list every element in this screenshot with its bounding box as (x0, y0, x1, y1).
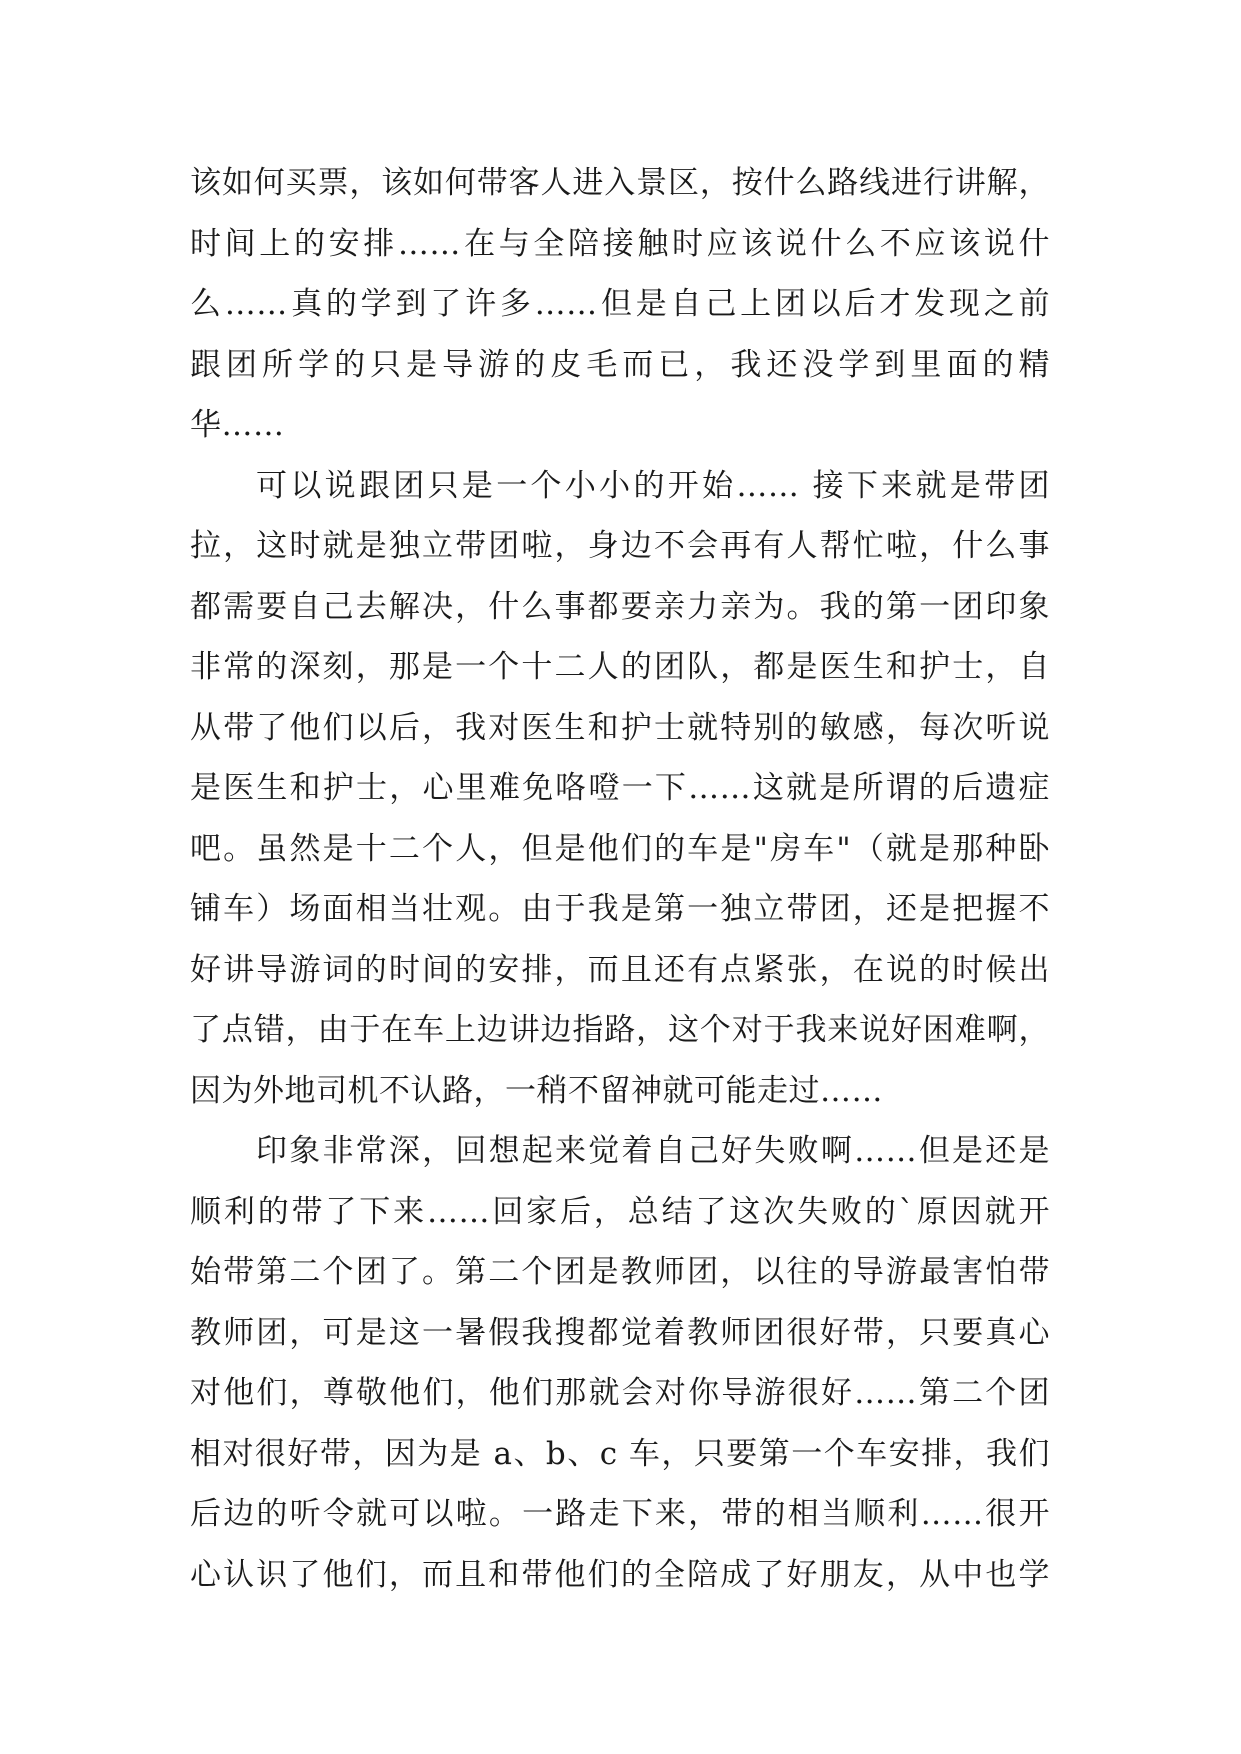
text-line: 顺利的带了下来……回家后，总结了这次失败的`原因就开 (190, 1193, 1050, 1230)
text-line: 该如何买票，该如何带客人进入景区，按什么路线进行讲解， (190, 165, 1050, 201)
text-line: 心认识了他们，而且和带他们的全陪成了好朋友，从中也学 (190, 1556, 1050, 1593)
text-line: 始带第二个团了。第二个团是教师团，以往的导游最害怕带 (190, 1254, 1050, 1290)
text-line: 铺车）场面相当壮观。由于我是第一独立带团，还是把握不 (190, 891, 1050, 927)
text-line: 后边的听令就可以啦。一路走下来，带的相当顺利……很开 (190, 1496, 1050, 1532)
document-body-text (190, 153, 1050, 1605)
text-line: 华…… (190, 407, 285, 443)
paragraph-first-line: 印象非常深，回想起来觉着自己好失败啊……但是还是 (256, 1133, 1050, 1169)
text-line: 吧。虽然是十二个人，但是他们的车是"房车"（就是那种卧 (190, 830, 1050, 867)
text-line: 教师团，可是这一暑假我搜都觉着教师团很好带，只要真心 (190, 1314, 1050, 1351)
text-line: 从带了他们以后，我对医生和护士就特别的敏感，每次听说 (190, 709, 1050, 746)
text-line: 好讲导游词的时间的安排，而且还有点紧张，在说的时候出 (190, 951, 1050, 988)
text-line: 么……真的学到了许多……但是自己上团以后才发现之前 (190, 286, 1050, 322)
text-line: 跟团所学的只是导游的皮毛而已，我还没学到里面的精 (190, 346, 1050, 383)
text-line: 相对很好带，因为是 a、b、c 车，只要第一个车安排，我们 (190, 1435, 1050, 1472)
text-line: 了点错，由于在车上边讲边指路，这个对于我来说好困难啊， (190, 1012, 1050, 1048)
text-line: 都需要自己去解决，什么事都要亲力亲为。我的第一团印象 (190, 588, 1050, 625)
text-line: 拉，这时就是独立带团啦，身边不会再有人帮忙啦，什么事 (190, 528, 1050, 564)
text-line: 对他们，尊敬他们，他们那就会对你导游很好……第二个团 (190, 1375, 1050, 1411)
text-line: 是医生和护士，心里难免咯噔一下……这就是所谓的后遗症 (190, 770, 1050, 806)
text-line: 非常的深刻，那是一个十二人的团队，都是医生和护士，自 (190, 649, 1050, 685)
text-line: 时间上的安排……在与全陪接触时应该说什么不应该说什 (190, 225, 1050, 262)
paragraph-first-line: 可以说跟团只是一个小小的开始…… 接下来就是带团 (256, 467, 1050, 504)
text-line: 因为外地司机不认路，一稍不留神就可能走过…… (190, 1072, 883, 1109)
